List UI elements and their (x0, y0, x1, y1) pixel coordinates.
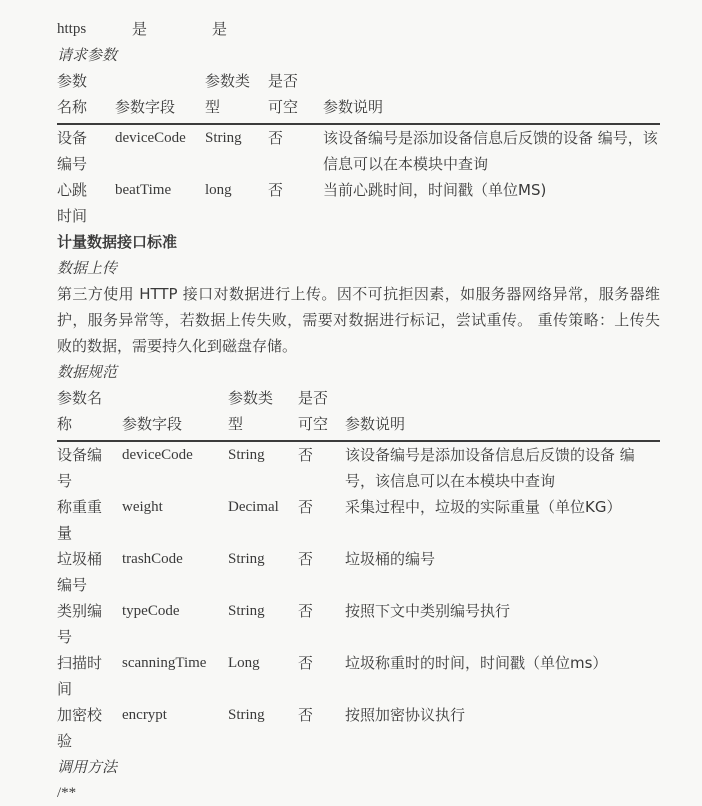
code-comment-start: /** (57, 785, 77, 801)
invoke-method-heading: 调用方法 (57, 758, 118, 776)
param-desc: 垃圾称重时的时间，时间戳（单位ms） (345, 654, 608, 672)
param-nullable: 否 (298, 706, 314, 724)
table-row (57, 124, 660, 177)
request-params-heading: 请求参数 (57, 46, 118, 64)
col-header-name: 参数名称 (57, 385, 122, 441)
data-upload-paragraph: 第三方使用 HTTP 接口对数据进行上传。因不可抗拒因素，如服务器网络异常，服务器维护，服务异常等，若数据上传失败，需要对数据进行标记，尝试重传。 重传策略：上传失败的数据，需要持久化到磁盘存储。 (57, 285, 660, 355)
param-type: String (228, 447, 265, 463)
param-type: String (228, 707, 265, 723)
param-name: 垃圾桶编号 (57, 550, 103, 594)
param-nullable: 否 (298, 654, 314, 672)
param-desc: 该设备编号是添加设备信息后反馈的设备 编号，该信息可以在本模块中查询 (323, 129, 658, 173)
table-row (57, 598, 660, 650)
param-desc: 采集过程中，垃圾的实际重量（单位KG） (345, 498, 622, 516)
param-type: String (228, 551, 265, 567)
param-desc: 当前心跳时间，时间戳（单位MS) (323, 181, 547, 199)
param-field: encrypt (122, 707, 167, 723)
param-field: weight (122, 499, 163, 515)
param-type: String (228, 603, 265, 619)
param-field: trashCode (122, 551, 183, 567)
param-nullable: 否 (268, 181, 284, 199)
param-desc: 按照加密协议执行 (345, 706, 466, 724)
table-row (57, 546, 660, 598)
request-params-table (57, 68, 660, 229)
param-type: long (205, 182, 232, 198)
param-type: Long (228, 655, 260, 671)
param-desc: 垃圾桶的编号 (345, 550, 436, 568)
param-name: 扫描时间 (57, 654, 103, 698)
table-row (57, 702, 660, 754)
col-header-type: 参数类型 (228, 385, 298, 441)
data-spec-table (57, 385, 660, 754)
param-name: 类别编号 (57, 602, 103, 646)
param-name: 心跳时间 (57, 181, 88, 225)
param-nullable: 否 (298, 550, 314, 568)
param-name: 称重重量 (57, 498, 103, 542)
table-header-row (57, 385, 660, 441)
table-header-row (57, 68, 660, 124)
param-field: typeCode (122, 603, 180, 619)
param-field: scanningTime (122, 655, 207, 671)
param-desc: 按照下文中类别编号执行 (345, 602, 511, 620)
protocol-row (57, 16, 660, 42)
col-header-field: 参数字段 (122, 385, 228, 441)
col-header-desc: 参数说明 (345, 385, 660, 441)
param-name: 设备编号 (57, 446, 103, 490)
col-header-name: 参数名称 (57, 68, 115, 124)
protocol-flag-1: 是 (132, 20, 148, 38)
param-desc: 该设备编号是添加设备信息后反馈的设备 编号，该信息可以在本模块中查询 (345, 446, 635, 490)
col-header-nullable: 是否可空 (298, 385, 345, 441)
table-row (57, 494, 660, 546)
col-header-field: 参数字段 (115, 68, 205, 124)
table-row (57, 650, 660, 702)
param-type: String (205, 130, 242, 146)
data-spec-heading: 数据规范 (57, 363, 118, 381)
table-row (57, 441, 660, 494)
param-nullable: 否 (298, 498, 314, 516)
param-name: 加密校验 (57, 706, 103, 750)
param-nullable: 否 (268, 129, 284, 147)
param-field: deviceCode (115, 130, 186, 146)
param-nullable: 否 (298, 446, 314, 464)
param-field: deviceCode (122, 447, 193, 463)
metering-standard-heading: 计量数据接口标准 (57, 233, 178, 251)
param-name: 设备编号 (57, 129, 88, 173)
col-header-nullable: 是否可空 (268, 68, 323, 124)
param-type: Decimal (228, 499, 279, 515)
param-field: beatTime (115, 182, 172, 198)
col-header-desc: 参数说明 (323, 68, 660, 124)
protocol-value: https (57, 21, 87, 37)
param-nullable: 否 (298, 602, 314, 620)
data-upload-heading: 数据上传 (57, 259, 118, 277)
table-row (57, 177, 660, 229)
col-header-type: 参数类型 (205, 68, 268, 124)
protocol-flag-2: 是 (212, 20, 228, 38)
